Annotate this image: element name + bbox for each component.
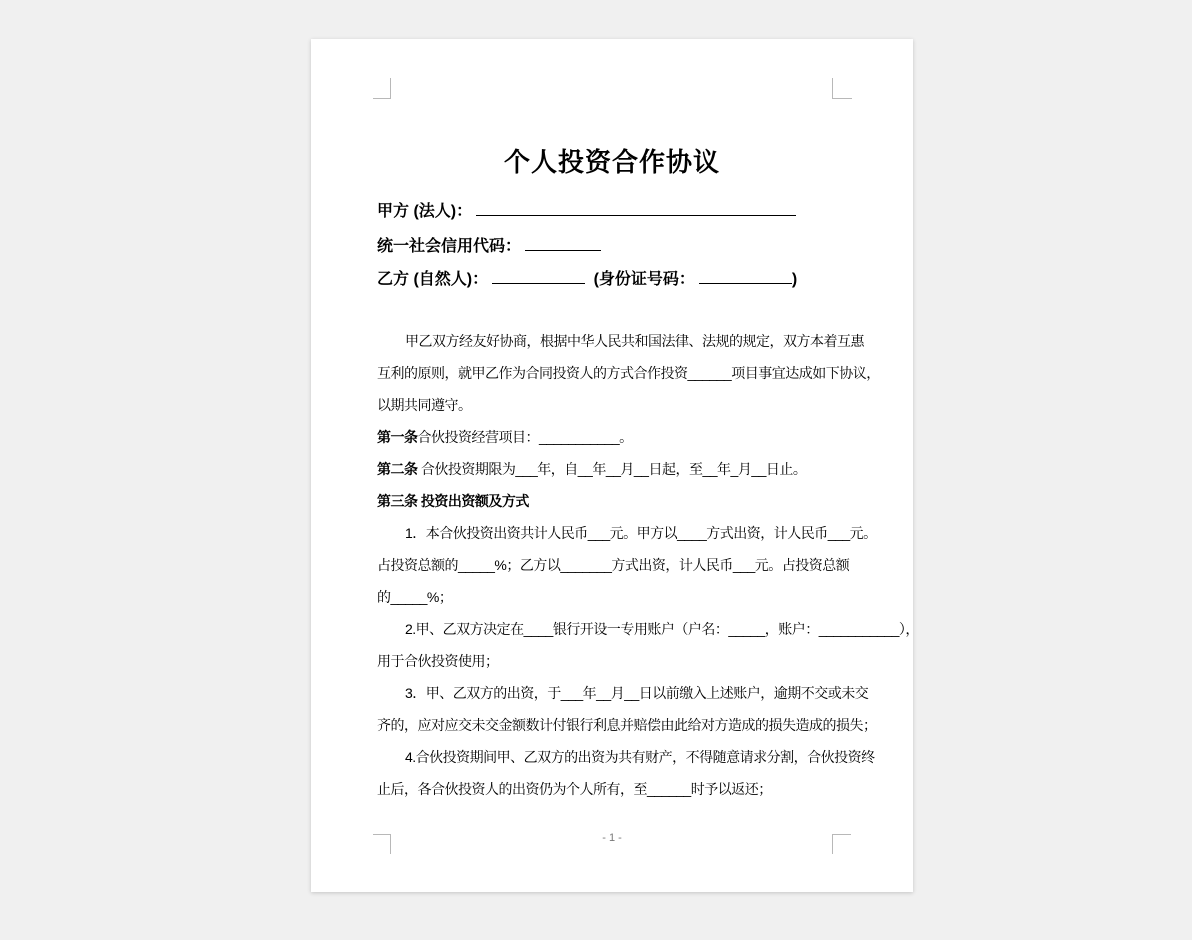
party-a-label: 甲方 (法人)：	[377, 203, 473, 220]
body-line: 甲乙双方经友好协商，根据中华人民共和国法律、法规的规定，双方本着互惠	[405, 333, 864, 349]
crop-mark-top-right	[832, 78, 852, 99]
body-line: 占投资总额的_____%；乙方以_______方式出资，计人民币___元。占投资总额	[377, 557, 850, 573]
party-b-label: 乙方 (自然人)：	[377, 271, 489, 288]
body-line-item-4: 4.合伙投资期间甲、乙双方的出资为共有财产，不得随意请求分割，合伙投资终	[405, 749, 875, 765]
body-line: 的_____%；	[377, 589, 453, 605]
body-line: 齐的，应对应交未交金额数计付银行利息并赔偿由此给对方造成的损失造成的损失；	[377, 717, 877, 733]
body-line-article-1: 第一条合伙投资经营项目：___________。	[377, 429, 633, 445]
id-number-label: (身份证号码：	[593, 271, 695, 288]
body-line-item-2: 2.甲、乙双方决定在____银行开设一专用账户（户名：_____，账户：___________），	[405, 621, 919, 637]
body-line-article-2: 第二条 合伙投资期限为___年，自__年__月__日起，至__年_月__日止。	[377, 461, 807, 477]
body-line: 互利的原则，就甲乙作为合同投资人的方式合作投资______项目事宜达成如下协议，	[377, 365, 880, 381]
party-a-line	[377, 197, 796, 223]
body-line: 以期共同遵守。	[377, 397, 472, 413]
crop-mark-top-left	[373, 78, 391, 99]
credit-code-label: 统一社会信用代码：	[377, 238, 522, 255]
credit-code-line	[377, 232, 601, 258]
page-number: - 1 -	[602, 832, 622, 844]
party-a-blank-field	[476, 197, 796, 216]
body-line-article-3: 第三条 投资出资额及方式	[377, 493, 529, 509]
party-b-line	[377, 265, 797, 291]
document-page	[311, 39, 919, 892]
party-b-name-blank-field	[492, 265, 585, 284]
id-number-close-paren: )	[791, 271, 798, 288]
body-line-item-3: 3．甲、乙双方的出资，于___年__月__日以前缴入上述账户，逾期不交或未交	[405, 685, 869, 701]
body-line: 止后，各合伙投资人的出资仍为个人所有，至______时予以返还；	[377, 781, 772, 797]
document-title: 个人投资合作协议	[503, 147, 720, 177]
document-body	[377, 325, 919, 805]
body-line-item-1: 1．本合伙投资出资共计人民币___元。甲方以____方式出资，计人民币___元。	[405, 525, 877, 541]
body-line: 用于合伙投资使用；	[377, 653, 499, 669]
id-number-blank-field	[699, 265, 792, 284]
credit-code-blank-field	[525, 232, 601, 251]
